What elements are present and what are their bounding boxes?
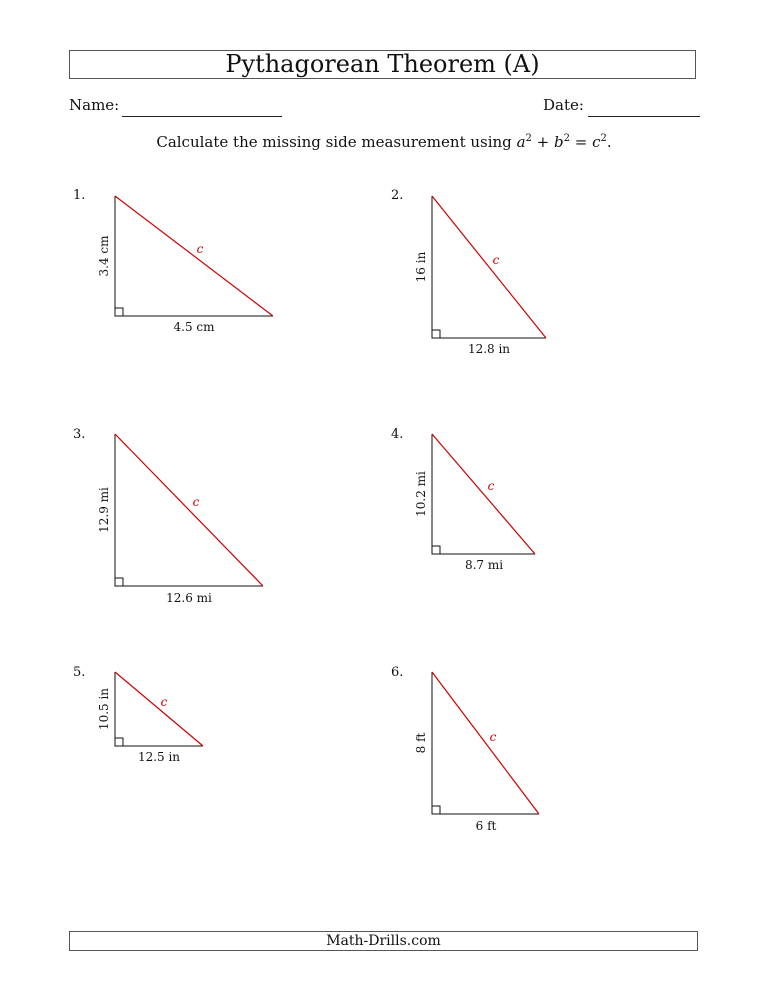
instructions-suffix: . [606, 133, 612, 151]
problem-6-number: 6. [391, 665, 404, 680]
problem-4-hypotenuse-label: c [487, 479, 495, 493]
problem-5-vertical-label: 10.5 in [97, 687, 111, 731]
problem-1-horizontal-label: 4.5 cm [173, 320, 215, 334]
problem-4-horizontal-label: 8.7 mi [464, 558, 504, 572]
worksheet-title: Pythagorean Theorem (A) [69, 50, 696, 79]
problem-6-horizontal-label: 6 ft [475, 819, 497, 833]
problem-3-horizontal-label: 12.6 mi [166, 591, 212, 605]
problem-3-hypotenuse-label: c [192, 495, 200, 509]
problem-1-number: 1. [73, 188, 86, 203]
problem-4-vertical-label: 10.2 mi [414, 471, 428, 517]
problem-6-vertical-label: 8 ft [414, 732, 428, 754]
problem-5-number: 5. [73, 665, 86, 680]
problem-3-vertical-label: 12.9 mi [97, 487, 111, 533]
problem-5-hypotenuse-label: c [160, 695, 168, 709]
date-label: Date: [543, 96, 584, 114]
problem-6-hypotenuse [432, 672, 539, 814]
problem-2-hypotenuse-label: c [492, 253, 500, 267]
formula: $a^2 + b^2 = c^2$ [516, 133, 607, 151]
footer-site-name: Math-Drills.com [69, 931, 698, 951]
problem-2-horizontal-label: 12.8 in [467, 342, 511, 356]
problem-6-hypotenuse-label: c [489, 730, 497, 744]
problem-4-number: 4. [391, 427, 404, 442]
problem-3-number: 3. [73, 427, 86, 442]
problem-5-horizontal-label: 12.5 in [137, 750, 181, 764]
problem-2-vertical-label: 16 in [414, 251, 428, 283]
problem-2-number: 2. [391, 188, 404, 203]
name-label: Name: [69, 96, 120, 114]
problem-6-right-angle-marker [432, 806, 440, 814]
problem-1-hypotenuse-label: c [196, 242, 204, 256]
problem-1-vertical-label: 3.4 cm [97, 235, 111, 277]
instructions-text: Calculate the missing side measurement using [156, 133, 517, 151]
